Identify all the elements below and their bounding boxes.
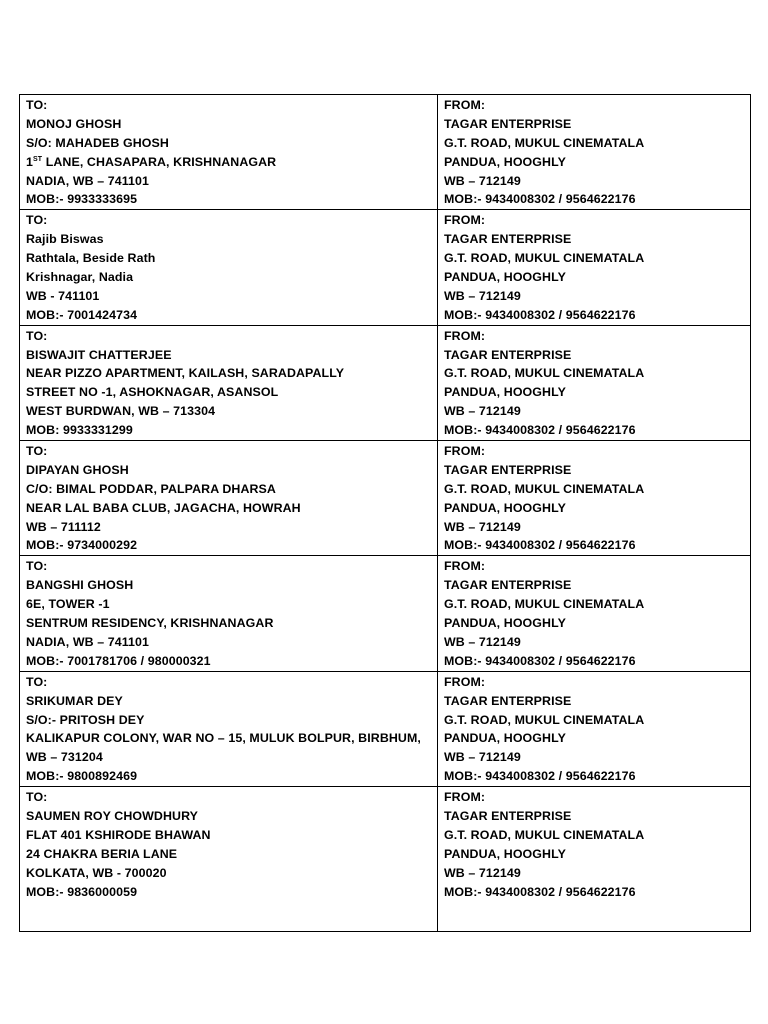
sender-name: TAGAR ENTERPRISE bbox=[444, 693, 572, 708]
from-heading: FROM: bbox=[444, 213, 486, 228]
address-line: WB – 712149 bbox=[444, 634, 521, 649]
mobile-line: MOB:- 7001424734 bbox=[26, 307, 138, 322]
recipient-address-block bbox=[20, 671, 438, 786]
to-heading: TO: bbox=[26, 444, 48, 459]
sender-name: TAGAR ENTERPRISE bbox=[444, 462, 572, 477]
address-line: PANDUA, HOOGHLY bbox=[444, 500, 566, 515]
address-line: WB - 741101 bbox=[26, 288, 100, 303]
address-line: WEST BURDWAN, WB – 713304 bbox=[26, 404, 216, 419]
recipient-name: SAUMEN ROY CHOWDHURY bbox=[26, 808, 199, 823]
address-line: NEAR PIZZO APARTMENT, KAILASH, SARADAPALLY bbox=[26, 366, 345, 381]
mobile-line: MOB:- 9434008302 / 9564622176 bbox=[444, 653, 636, 668]
to-heading: TO: bbox=[26, 674, 48, 689]
to-heading: TO: bbox=[26, 790, 48, 805]
address-line: FLAT 401 KSHIRODE BHAWAN bbox=[26, 827, 211, 842]
label-row bbox=[20, 556, 751, 671]
mobile-line: MOB: 9933331299 bbox=[26, 423, 133, 438]
address-line: PANDUA, HOOGHLY bbox=[444, 385, 566, 400]
label-row bbox=[20, 441, 751, 556]
address-line: G.T. ROAD, MUKUL CINEMATALA bbox=[444, 481, 645, 496]
mobile-line: MOB:- 9933333695 bbox=[26, 192, 138, 207]
address-line: PANDUA, HOOGHLY bbox=[444, 731, 566, 746]
address-line: STREET NO -1, ASHOKNAGAR, ASANSOL bbox=[26, 385, 279, 400]
sender-address-block bbox=[438, 441, 751, 556]
recipient-address-block bbox=[20, 210, 438, 325]
address-line: PANDUA, HOOGHLY bbox=[444, 846, 566, 861]
address-line: NADIA, WB – 741101 bbox=[26, 634, 150, 649]
label-row bbox=[20, 671, 751, 786]
sender-address-block bbox=[438, 671, 751, 786]
address-line: PANDUA, HOOGHLY bbox=[444, 616, 566, 631]
sender-name: TAGAR ENTERPRISE bbox=[444, 808, 572, 823]
address-line: WB – 712149 bbox=[444, 519, 521, 534]
recipient-address-block bbox=[20, 95, 438, 210]
address-line: PANDUA, HOOGHLY bbox=[444, 154, 566, 169]
address-line: KALIKAPUR COLONY, WAR NO – 15, MULUK BOLPUR, BIRBHUM, bbox=[26, 731, 421, 746]
address-line: G.T. ROAD, MUKUL CINEMATALA bbox=[444, 597, 645, 612]
mobile-line: MOB:- 9434008302 / 9564622176 bbox=[444, 423, 636, 438]
sender-name: TAGAR ENTERPRISE bbox=[444, 578, 572, 593]
sender-address-block bbox=[438, 787, 751, 932]
from-heading: FROM: bbox=[444, 674, 486, 689]
from-heading: FROM: bbox=[444, 328, 486, 343]
address-line: PANDUA, HOOGHLY bbox=[444, 270, 566, 285]
from-heading: FROM: bbox=[444, 559, 486, 574]
address-line: 1ST LANE, CHASAPARA, KRISHNANAGAR bbox=[26, 154, 277, 169]
mobile-line: MOB:- 9434008302 / 9564622176 bbox=[444, 769, 636, 784]
label-row bbox=[20, 325, 751, 440]
from-heading: FROM: bbox=[444, 790, 486, 805]
address-line: SENTRUM RESIDENCY, KRISHNANAGAR bbox=[26, 616, 274, 631]
address-line: WB – 712149 bbox=[444, 750, 521, 765]
mobile-line: MOB:- 9836000059 bbox=[26, 884, 138, 899]
address-line: WB – 712149 bbox=[444, 404, 521, 419]
sender-name: TAGAR ENTERPRISE bbox=[444, 116, 572, 131]
recipient-name: BANGSHI GHOSH bbox=[26, 578, 134, 593]
label-row bbox=[20, 787, 751, 932]
to-heading: TO: bbox=[26, 328, 48, 343]
from-heading: FROM: bbox=[444, 444, 486, 459]
address-line: C/O: BIMAL PODDAR, PALPARA DHARSA bbox=[26, 481, 276, 496]
mobile-line: MOB:- 9434008302 / 9564622176 bbox=[444, 538, 636, 553]
address-line: G.T. ROAD, MUKUL CINEMATALA bbox=[444, 827, 645, 842]
mobile-line: MOB:- 9434008302 / 9564622176 bbox=[444, 884, 636, 899]
address-line: G.T. ROAD, MUKUL CINEMATALA bbox=[444, 366, 645, 381]
address-label-sheet bbox=[19, 94, 751, 932]
mobile-line: MOB:- 9734000292 bbox=[26, 538, 138, 553]
to-heading: TO: bbox=[26, 98, 48, 112]
address-line: Krishnagar, Nadia bbox=[26, 270, 134, 285]
recipient-name: DIPAYAN GHOSH bbox=[26, 462, 129, 477]
mobile-line: MOB:- 9434008302 / 9564622176 bbox=[444, 192, 636, 207]
address-line: NADIA, WB – 741101 bbox=[26, 173, 150, 188]
address-line: G.T. ROAD, MUKUL CINEMATALA bbox=[444, 712, 645, 727]
sender-name: TAGAR ENTERPRISE bbox=[444, 347, 572, 362]
address-line: KOLKATA, WB - 700020 bbox=[26, 865, 167, 880]
recipient-address-block bbox=[20, 787, 438, 932]
recipient-name: MONOJ GHOSH bbox=[26, 116, 122, 131]
recipient-name: SRIKUMAR DEY bbox=[26, 693, 123, 708]
sender-address-block bbox=[438, 210, 751, 325]
recipient-address-block bbox=[20, 325, 438, 440]
sender-address-block bbox=[438, 95, 751, 210]
label-row bbox=[20, 210, 751, 325]
sender-address-block bbox=[438, 556, 751, 671]
address-line: 24 CHAKRA BERIA LANE bbox=[26, 846, 178, 861]
address-line: Rathtala, Beside Rath bbox=[26, 251, 156, 266]
address-line: WB – 711112 bbox=[26, 519, 101, 534]
address-line: S/O:- PRITOSH DEY bbox=[26, 712, 145, 727]
mobile-line: MOB:- 7001781706 / 980000321 bbox=[26, 653, 211, 668]
mobile-line: MOB:- 9434008302 / 9564622176 bbox=[444, 307, 636, 322]
address-line: WB – 712149 bbox=[444, 865, 521, 880]
address-line: WB – 712149 bbox=[444, 173, 521, 188]
label-row bbox=[20, 95, 751, 210]
recipient-name: Rajib Biswas bbox=[26, 232, 104, 247]
address-line: G.T. ROAD, MUKUL CINEMATALA bbox=[444, 135, 645, 150]
sender-address-block bbox=[438, 325, 751, 440]
address-line: G.T. ROAD, MUKUL CINEMATALA bbox=[444, 251, 645, 266]
recipient-name: BISWAJIT CHATTERJEE bbox=[26, 347, 172, 362]
mobile-line: MOB:- 9800892469 bbox=[26, 769, 138, 784]
recipient-address-block bbox=[20, 556, 438, 671]
address-line: 6E, TOWER -1 bbox=[26, 597, 110, 612]
address-line: NEAR LAL BABA CLUB, JAGACHA, HOWRAH bbox=[26, 500, 301, 515]
to-heading: TO: bbox=[26, 213, 48, 228]
address-line: WB – 712149 bbox=[444, 288, 521, 303]
address-line: S/O: MAHADEB GHOSH bbox=[26, 135, 169, 150]
address-line: WB – 731204 bbox=[26, 750, 103, 765]
from-heading: FROM: bbox=[444, 98, 486, 112]
sender-name: TAGAR ENTERPRISE bbox=[444, 232, 572, 247]
recipient-address-block bbox=[20, 441, 438, 556]
to-heading: TO: bbox=[26, 559, 48, 574]
